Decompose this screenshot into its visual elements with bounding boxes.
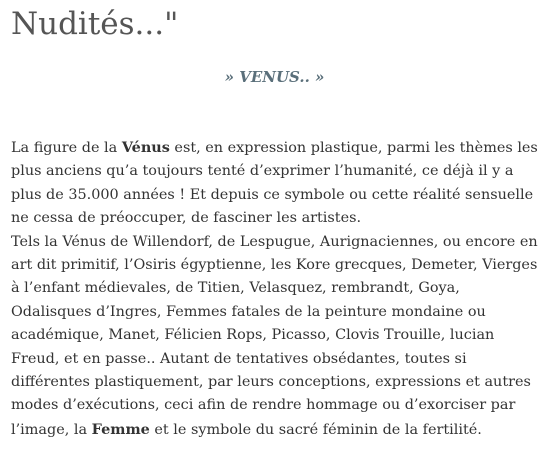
bold-venus: Vénus	[121, 139, 170, 156]
article-subtitle: » VENUS.. »	[224, 68, 325, 86]
text-segment: et le symbole du sacré féminin de la fertilité.	[149, 421, 482, 438]
paragraph-venus-intro	[11, 136, 539, 231]
article-title: Nudités..."	[11, 6, 179, 42]
bold-femme: Femme	[91, 420, 150, 438]
paragraph-venus-examples	[11, 231, 539, 443]
text-segment: est, en expression plastique, parmi les thèmes les plus anciens qu’a toujours tenté d’exprimer l’humanité, ce déjà il y a plus de 35.000 années ! Et depuis ce symbole ou cette réalité sensuelle ne cessa de préoccuper, de fasciner les artistes.	[11, 140, 538, 227]
text-segment: Tels la Vénus de Willendorf, de Lespugue, Aurignaciennes, ou encore en art dit primitif, l’Osiris égyptienne, les Kore grecques, Demeter, Vierges à l’enfant médievales, de Titien, Velasquez, rembrandt, Goya, Odalisques d’Ingres, Femmes fatales de la peinture mondaine ou académique, Manet, Félicien Rops, Picasso, Clovis Trouille, lucian Freud, et en passe.. Autant de tentatives obsédantes, toutes si différentes plastiquement, par leurs conceptions, expressions et autres modes d’exécutions, ceci afin de rendre hommage ou d’exorciser par l’image, la	[11, 233, 538, 438]
text-segment: La figure de la	[11, 140, 122, 156]
article-body	[11, 136, 539, 442]
